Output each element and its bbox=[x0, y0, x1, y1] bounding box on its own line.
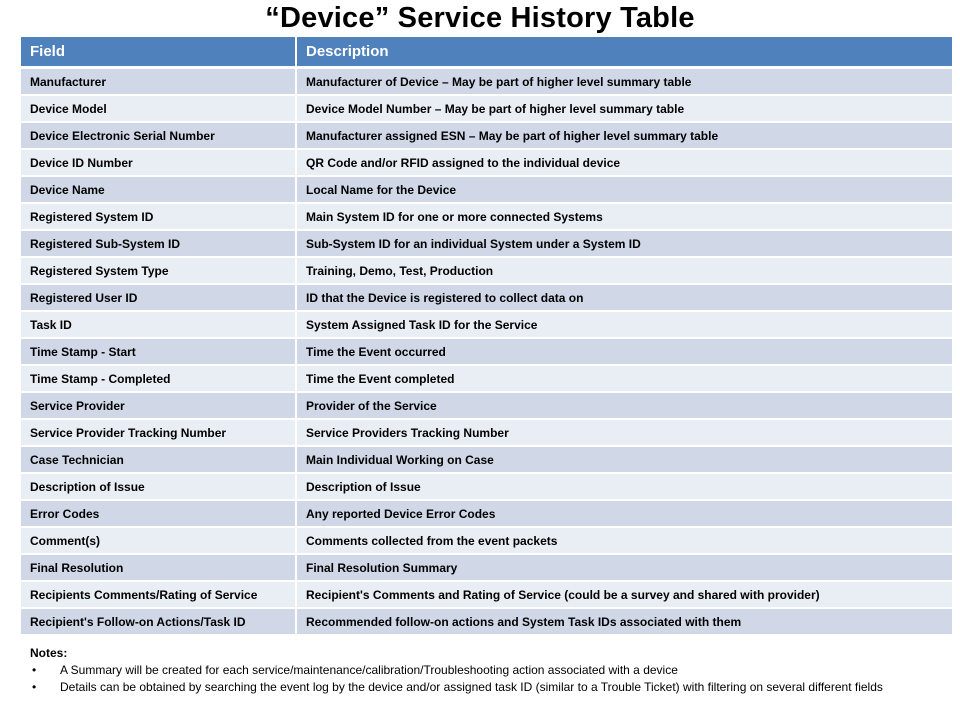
table-row bbox=[21, 527, 952, 554]
table-row bbox=[21, 311, 952, 338]
description-cell: Comments collected from the event packets bbox=[296, 527, 952, 554]
table-row bbox=[21, 365, 952, 392]
service-history-table bbox=[21, 37, 952, 636]
table-row bbox=[21, 554, 952, 581]
description-cell: Local Name for the Device bbox=[296, 176, 952, 203]
table-header-row bbox=[21, 37, 952, 68]
description-cell: Training, Demo, Test, Production bbox=[296, 257, 952, 284]
field-cell: Time Stamp - Start bbox=[21, 338, 296, 365]
description-cell: Main System ID for one or more connected Systems bbox=[296, 203, 952, 230]
table-row bbox=[21, 176, 952, 203]
description-cell: Description of Issue bbox=[296, 473, 952, 500]
table-row bbox=[21, 149, 952, 176]
field-cell: Time Stamp - Completed bbox=[21, 365, 296, 392]
field-cell: Recipients Comments/Rating of Service bbox=[21, 581, 296, 608]
column-header-field: Field bbox=[21, 37, 296, 68]
description-cell: Recipient's Comments and Rating of Service (could be a survey and shared with provider) bbox=[296, 581, 952, 608]
field-cell: Registered System Type bbox=[21, 257, 296, 284]
table-row bbox=[21, 446, 952, 473]
field-cell: Device Electronic Serial Number bbox=[21, 122, 296, 149]
field-cell: Service Provider bbox=[21, 392, 296, 419]
table-row bbox=[21, 203, 952, 230]
field-cell: Case Technician bbox=[21, 446, 296, 473]
table-row bbox=[21, 419, 952, 446]
field-cell: Recipient's Follow-on Actions/Task ID bbox=[21, 608, 296, 635]
note-text: A Summary will be created for each service/maintenance/calibration/Troubleshooting action associated with a device bbox=[60, 663, 678, 677]
field-cell: Device Name bbox=[21, 176, 296, 203]
table-row bbox=[21, 230, 952, 257]
field-cell: Service Provider Tracking Number bbox=[21, 419, 296, 446]
notes-title: Notes: bbox=[30, 646, 68, 660]
field-cell: Task ID bbox=[21, 311, 296, 338]
bullet-icon: • bbox=[32, 663, 37, 677]
description-cell: Time the Event completed bbox=[296, 365, 952, 392]
bullet-icon: • bbox=[32, 680, 37, 694]
table-row bbox=[21, 284, 952, 311]
description-cell: Manufacturer of Device – May be part of higher level summary table bbox=[296, 68, 952, 96]
description-cell: ID that the Device is registered to collect data on bbox=[296, 284, 952, 311]
table-row bbox=[21, 581, 952, 608]
description-cell: Any reported Device Error Codes bbox=[296, 500, 952, 527]
table-row bbox=[21, 392, 952, 419]
description-cell: Manufacturer assigned ESN – May be part of higher level summary table bbox=[296, 122, 952, 149]
table-row bbox=[21, 95, 952, 122]
note-text: Details can be obtained by searching the event log by the device and/or assigned task ID (similar to a Trouble Ticket) with filtering on several different fields bbox=[60, 680, 883, 694]
field-cell: Registered System ID bbox=[21, 203, 296, 230]
description-cell: Device Model Number – May be part of higher level summary table bbox=[296, 95, 952, 122]
description-cell: Sub-System ID for an individual System under a System ID bbox=[296, 230, 952, 257]
table-body bbox=[21, 68, 952, 636]
field-cell: Final Resolution bbox=[21, 554, 296, 581]
field-cell: Registered Sub-System ID bbox=[21, 230, 296, 257]
description-cell: Main Individual Working on Case bbox=[296, 446, 952, 473]
table-row bbox=[21, 608, 952, 635]
field-cell: Device Model bbox=[21, 95, 296, 122]
field-cell: Comment(s) bbox=[21, 527, 296, 554]
description-cell: Time the Event occurred bbox=[296, 338, 952, 365]
table-row bbox=[21, 68, 952, 96]
field-cell: Manufacturer bbox=[21, 68, 296, 96]
table-row bbox=[21, 500, 952, 527]
field-cell: Registered User ID bbox=[21, 284, 296, 311]
description-cell: Recommended follow-on actions and System Task IDs associated with them bbox=[296, 608, 952, 635]
field-cell: Device ID Number bbox=[21, 149, 296, 176]
page-title: “Device” Service History Table bbox=[265, 2, 695, 34]
description-cell: Final Resolution Summary bbox=[296, 554, 952, 581]
table-row bbox=[21, 338, 952, 365]
table-row bbox=[21, 257, 952, 284]
note-item bbox=[30, 679, 910, 696]
description-cell: Service Providers Tracking Number bbox=[296, 419, 952, 446]
field-cell: Error Codes bbox=[21, 500, 296, 527]
notes-section bbox=[30, 645, 910, 696]
description-cell: Provider of the Service bbox=[296, 392, 952, 419]
description-cell: System Assigned Task ID for the Service bbox=[296, 311, 952, 338]
table-row bbox=[21, 122, 952, 149]
notes-list bbox=[30, 662, 910, 696]
description-cell: QR Code and/or RFID assigned to the individual device bbox=[296, 149, 952, 176]
column-header-description: Description bbox=[296, 37, 952, 68]
table-row bbox=[21, 473, 952, 500]
field-cell: Description of Issue bbox=[21, 473, 296, 500]
note-item bbox=[30, 662, 910, 679]
